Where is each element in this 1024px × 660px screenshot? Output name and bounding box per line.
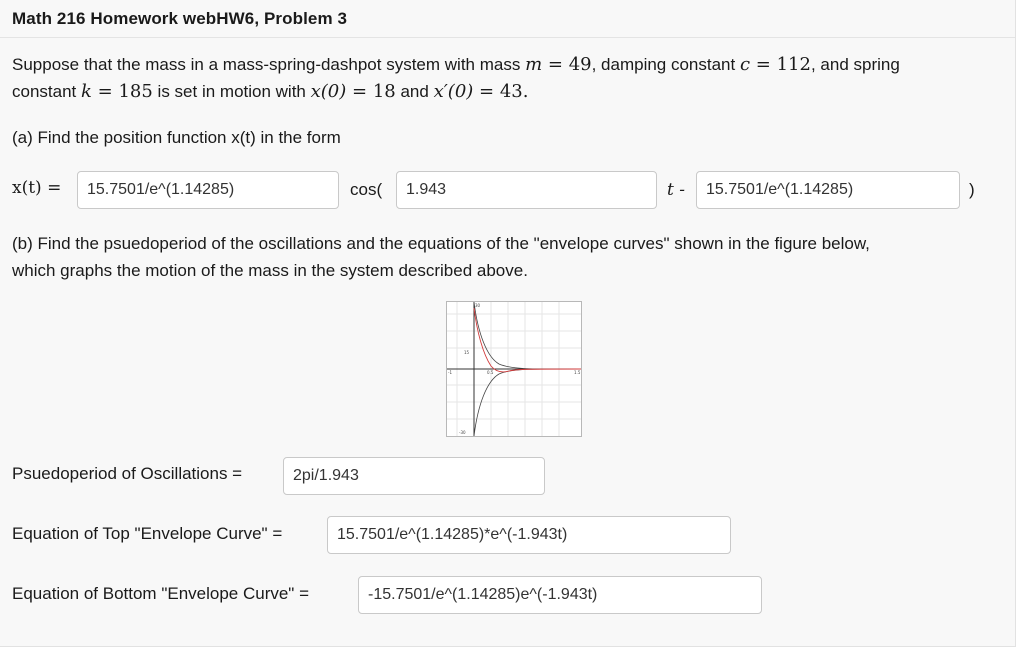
t-minus-label: t - [667, 180, 685, 200]
position-function-label: x(t) = [12, 178, 62, 198]
y-mid-tick: 15 [464, 350, 470, 355]
x-mid-tick: 0.5 [487, 370, 494, 375]
spring-expression: k = 185 [81, 81, 153, 102]
y-bottom-tick: -30 [459, 430, 466, 435]
problem-title: Math 216 Homework webHW6, Problem 3 [12, 9, 348, 28]
part-a-prompt: (a) Find the position function x(t) in the form [12, 128, 341, 147]
title-divider [0, 37, 1015, 38]
top-envelope-curve [474, 302, 581, 369]
motion-graph-svg [447, 302, 581, 436]
top-envelope-label: Equation of Top "Envelope Curve" = [12, 524, 283, 543]
damping-expression: c = 112 [739, 54, 811, 75]
amplitude-input[interactable]: 15.7501/e^(1.14285) [77, 171, 339, 209]
mass-expression: m = 49 [525, 54, 592, 75]
problem-statement-line-2: constant k = 185 is set in motion with x(0) = 18 and x′(0) = 43. [12, 81, 529, 102]
statement-intro: Suppose that the mass in a mass-spring-dashpot system with mass [12, 55, 521, 74]
angular-frequency-input[interactable]: 1.943 [396, 171, 657, 209]
phase-input[interactable]: 15.7501/e^(1.14285) [696, 171, 960, 209]
problem-statement-line-1: Suppose that the mass in a mass-spring-dashpot system with mass m = 49, damping constant c = 112, and spring [12, 54, 900, 75]
pseudoperiod-input[interactable]: 2pi/1.943 [283, 457, 545, 495]
close-paren: ) [969, 180, 975, 199]
bottom-envelope-input[interactable]: -15.7501/e^(1.14285)e^(-1.943t) [358, 576, 762, 614]
initial-velocity-expression: x′(0) = 43. [433, 81, 529, 102]
x-right-tick: 1.5 [574, 370, 581, 375]
motion-graph [446, 301, 582, 437]
initial-position-expression: x(0) = 18 [310, 81, 396, 102]
pseudoperiod-label: Psuedoperiod of Oscillations = [12, 464, 243, 483]
part-b-prompt-line-1: (b) Find the psuedoperiod of the oscillations and the equations of the "envelope curves" shown in the figure below, [12, 234, 870, 253]
solution-curve [474, 308, 581, 372]
top-envelope-input[interactable]: 15.7501/e^(1.14285)*e^(-1.943t) [327, 516, 731, 554]
bottom-envelope-label: Equation of Bottom "Envelope Curve" = [12, 584, 309, 603]
x-left-tick: -1 [448, 370, 452, 375]
y-top-tick: 30 [475, 303, 481, 308]
part-b-prompt-line-2: which graphs the motion of the mass in the system described above. [12, 261, 528, 280]
cos-label: cos( [350, 180, 383, 199]
